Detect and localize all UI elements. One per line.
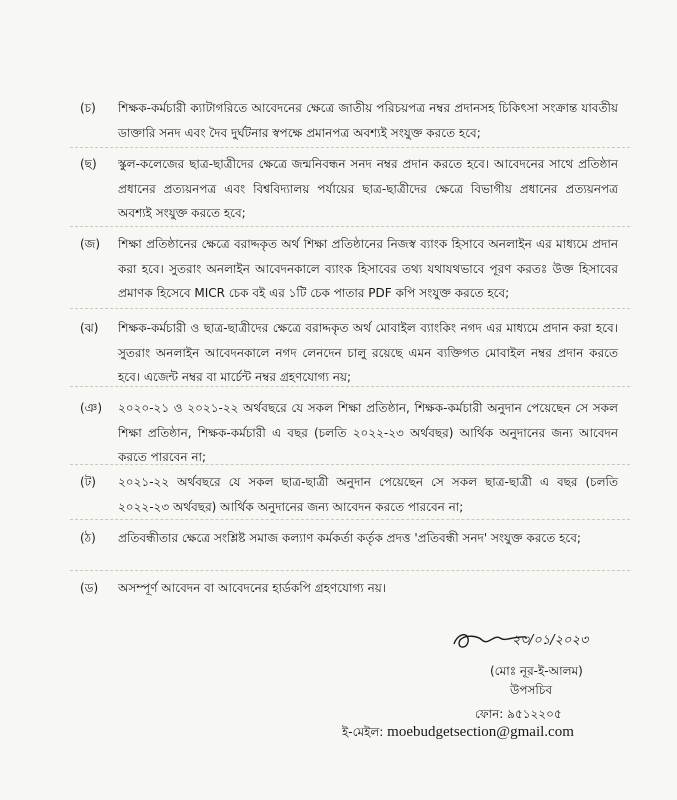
email-address[interactable]: moebudgetsection@gmail.com bbox=[387, 724, 574, 740]
email-label: ই-মেইল: bbox=[342, 725, 384, 739]
signatory-designation: উপসচিব bbox=[510, 683, 553, 697]
item-text: ২০২০-২১ ও ২০২১-২২ অর্থবছরে যে সকল শিক্ষা প্রতিষ্ঠান, শিক্ষক-কর্মচারী অনুদান পেয়েছেন সে সকল শিক্ষা প্রতিষ্ঠান, শিক্ষক-কর্মচারী এ বছর (চলতি ২০২২-২৩ অর্থবছর) আর্থিক অনুদানের জন্য আবেদন করতে পারবেন না; bbox=[118, 401, 618, 464]
item-text: অসম্পূর্ণ আবেদন বা আবেদনের হার্ডকপি গ্রহণযোগ্য নয়। bbox=[118, 581, 387, 595]
item-text: শিক্ষা প্রতিষ্ঠানের ক্ষেত্রে বরাদ্দকৃত অর্থ শিক্ষা প্রতিষ্ঠানের নিজস্ব ব্যাংক হিসাবে অনলাইন এর মাধ্যমে প্রদান করা হবে। সুতরাং অনলাইন আবেদনকালে ব্যাংক হিসাবের তথ্য যথাযথভাবে পূরণ করতঃ উক্ত হিসাবের প্রমাণক হিসেবে MICR চেক বই এর ১টি চেক পাতার PDF কপি সংযুক্ত করতে হবে; bbox=[118, 237, 618, 300]
item-number: (ড) bbox=[80, 581, 99, 595]
divider bbox=[70, 570, 630, 571]
item-number: (চ) bbox=[80, 101, 96, 115]
signature-date: ২৩/০১/২০২৩ bbox=[512, 633, 589, 648]
email-line bbox=[342, 724, 574, 740]
divider bbox=[70, 464, 630, 465]
signatory-name: (মোঃ নূর-ই-আলম) bbox=[490, 664, 583, 678]
item-number: (ঞ) bbox=[80, 401, 103, 415]
divider bbox=[70, 308, 630, 309]
item-number: (ট) bbox=[80, 475, 96, 489]
divider bbox=[70, 386, 630, 387]
item-number: (ঝ) bbox=[80, 321, 99, 335]
item-text: শিক্ষক-কর্মচারী ক্যাটাগরিতে আবেদনের ক্ষেত্রে জাতীয় পরিচয়পত্র নম্বর প্রদানসহ চিকিৎসা সংক্রান্ত যাবতীয় ডাক্তারি সনদ এবং দৈব দুর্ঘটনার স্বপক্ষে প্রমানপত্র অবশ্যই সংযুক্ত করতে হবে; bbox=[118, 101, 618, 140]
item-number: (জ) bbox=[80, 237, 101, 251]
item-text: ২০২১-২২ অর্থবছরে যে সকল ছাত্র-ছাত্রী অনুদান পেয়েছেন সে সকল ছাত্র-ছাত্রী এ বছর (চলতি ২০২২-২৩ অর্থবছর) আর্থিক অনুদানের জন্য আবেদন করতে পারবেন না; bbox=[118, 475, 618, 514]
divider bbox=[70, 226, 630, 227]
divider bbox=[70, 519, 630, 520]
item-number: (ছ) bbox=[80, 157, 97, 171]
item-text: শিক্ষক-কর্মচারী ও ছাত্র-ছাত্রীদের ক্ষেত্রে বরাদ্দকৃত অর্থ মোবাইল ব্যাংকিং নগদ এর মাধ্যমে প্রদান করা হবে। সুতরাং অনলাইন আবেদনকালে নগদ লেনদেন চালু রয়েছে এমন ব্যক্তিগত মোবাইল নম্বর প্রদান করতে হবে। এজেন্ট নম্বর বা মার্চেন্ট নম্বর গ্রহণযোগ্য নয়; bbox=[118, 321, 618, 384]
item-text: স্কুল-কলেজের ছাত্র-ছাত্রীদের ক্ষেত্রে জন্মনিবন্ধন সনদ নম্বর প্রদান করতে হবে। আবেদনের সাথে প্রতিষ্ঠান প্রধানের প্রত্যয়নপত্র এবং বিশ্ববিদ্যালয় পর্যায়ের ছাত্র-ছাত্রীদের ক্ষেত্রে বিভাগীয় প্রধানের প্রত্যয়নপত্র অবশ্যই সংযুক্ত করতে হবে; bbox=[118, 157, 618, 220]
phone-number: ফোন: ৯৫১২২০৫ bbox=[475, 707, 562, 721]
item-text: প্রতিবন্ধীতার ক্ষেত্রে সংশ্লিষ্ট সমাজ কল্যাণ কর্মকর্তা কর্তৃক প্রদত্ত 'প্রতিবন্ধী সনদ' সংযুক্ত করতে হবে; bbox=[118, 531, 581, 545]
item-number: (ঠ) bbox=[80, 531, 96, 545]
divider bbox=[70, 147, 630, 148]
